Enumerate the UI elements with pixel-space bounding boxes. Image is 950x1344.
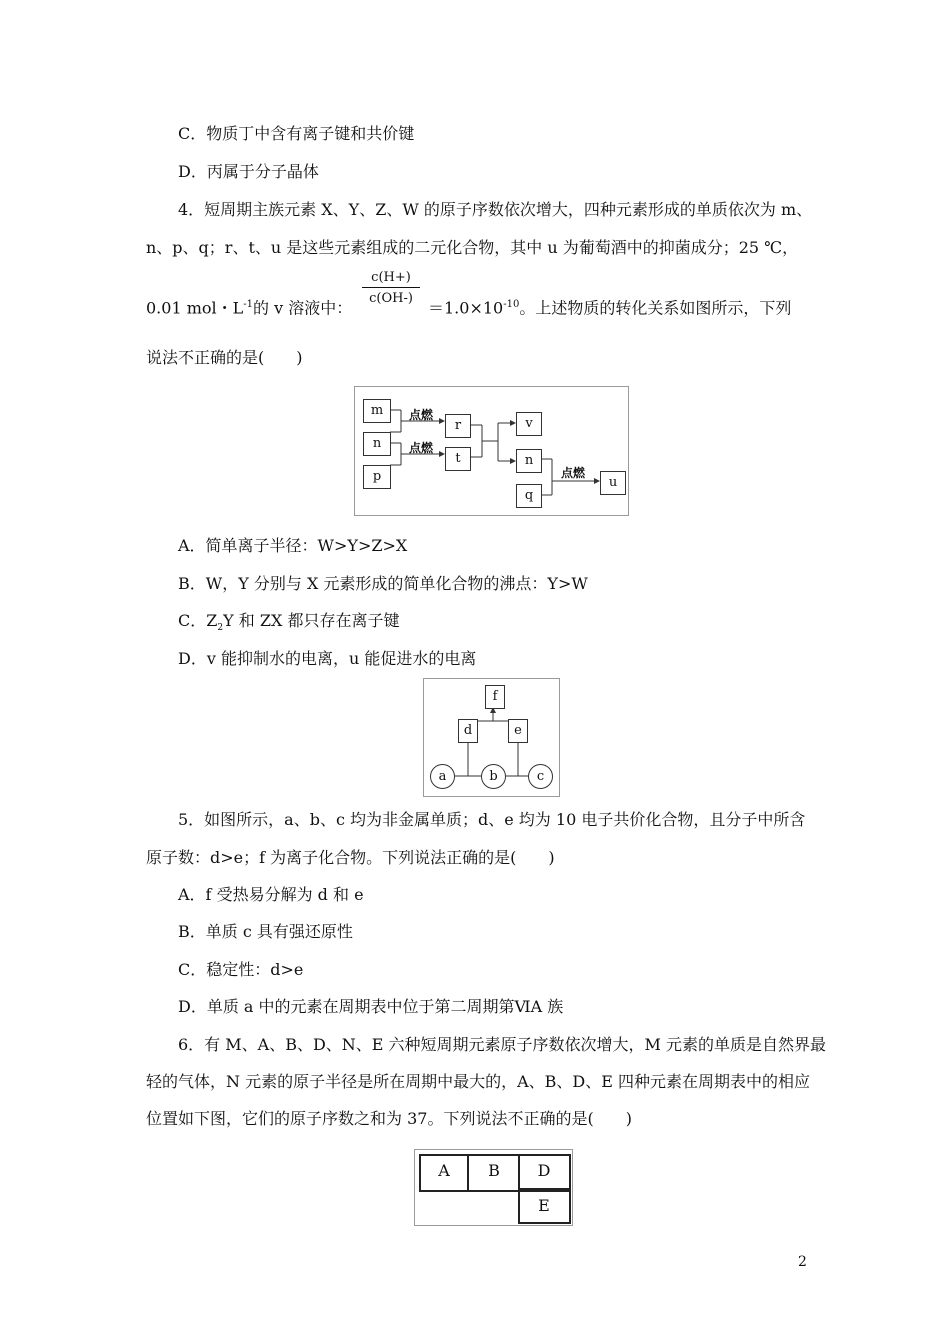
q4-option-b: B．W，Y 分别与 X 元素形成的简单化合物的沸点：Y>W (178, 574, 588, 593)
node-a: a (430, 764, 455, 789)
q4-option-a: A．简单离子半径：W>Y>Z>X (178, 536, 408, 555)
q5-option-a: A．f 受热易分解为 d 和 e (178, 885, 364, 904)
label-ignite-1: 点燃 (409, 408, 434, 422)
node-m: m (363, 399, 391, 423)
table-divider-2 (518, 1156, 520, 1190)
node-n: n (363, 432, 391, 456)
q5-line2: 原子数：d>e；f 为离子化合物。下列说法正确的是( ) (146, 848, 555, 867)
option-d-prev: D．丙属于分子晶体 (178, 162, 319, 181)
node-t: t (445, 447, 471, 471)
q5-option-d: D．单质 a 中的元素在周期表中位于第二周期第ⅥA 族 (178, 997, 564, 1016)
q4-line3-pre: 0.01 mol・$L^{-1}$的 v 溶液中： (146, 298, 353, 318)
fraction-denominator: c(OH-) (369, 291, 413, 306)
q4-line1: 4．短周期主族元素 X、Y、Z、W 的原子序数依次增大，四种元素形成的单质依次为 m、 (178, 200, 813, 219)
cell-e: E (538, 1196, 550, 1215)
label-ignite-3: 点燃 (561, 466, 586, 480)
q4-line2: n、p、q；r、t、u 是这些元素组成的二元化合物，其中 u 为葡萄酒中的抑菌成分；25 ℃， (146, 238, 799, 257)
q6-periodic-table-fragment (414, 1149, 573, 1226)
q4-option-c: C．$Z_2Y$ 和 ZX 都只存在离子键 (178, 611, 400, 634)
node-e: e (508, 719, 528, 743)
node-q: q (516, 484, 542, 508)
table-divider-1 (467, 1156, 469, 1190)
q6-line2: 轻的气体，N 元素的原子半径是所在周期中最大的，A、B、D、E 四种元素在周期表中的相应 (146, 1072, 810, 1091)
q5-option-b: B．单质 c 具有强还原性 (178, 922, 353, 941)
q4-line3-post: $=1.0\times 10^{-10}$。上述物质的转化关系如图所示，下列 (428, 298, 792, 318)
cell-a: A (438, 1161, 450, 1180)
q5-diagram (423, 678, 560, 797)
node-v: v (516, 412, 542, 436)
q4-transformation-diagram (354, 386, 629, 516)
cell-b: B (488, 1161, 500, 1180)
diagram-connector-lines (355, 387, 628, 515)
q6-line1: 6．有 M、A、B、D、N、E 六种短周期元素原子序数依次增大，M 元素的单质是自然界最 (178, 1035, 827, 1054)
q6-line3: 位置如下图，它们的原子序数之和为 37。下列说法不正确的是( ) (146, 1109, 632, 1128)
option-c-prev: C．物质丁中含有离子键和共价键 (178, 124, 415, 143)
fraction-numerator: c(H+) (362, 270, 420, 288)
q4-line4: 说法不正确的是( ) (146, 348, 303, 367)
node-f: f (485, 685, 505, 709)
node-b: b (481, 764, 506, 789)
node-d: d (458, 719, 478, 743)
q5-line1: 5．如图所示，a、b、c 均为非金属单质；d、e 均为 10 电子共价化合物，且分子中所含 (178, 810, 806, 829)
node-r: r (445, 414, 471, 438)
node-p: p (363, 465, 391, 489)
page-number: 2 (798, 1254, 807, 1270)
label-ignite-2: 点燃 (409, 441, 434, 455)
node-c: c (528, 764, 553, 789)
node-n-product: n (516, 449, 542, 473)
cell-d: D (537, 1161, 551, 1180)
node-u: u (600, 471, 626, 495)
q5-option-c: C．稳定性：d>e (178, 960, 304, 979)
q4-fraction (362, 270, 420, 306)
q4-option-d: D．v 能抑制水的电离，u 能促进水的电离 (178, 649, 477, 668)
